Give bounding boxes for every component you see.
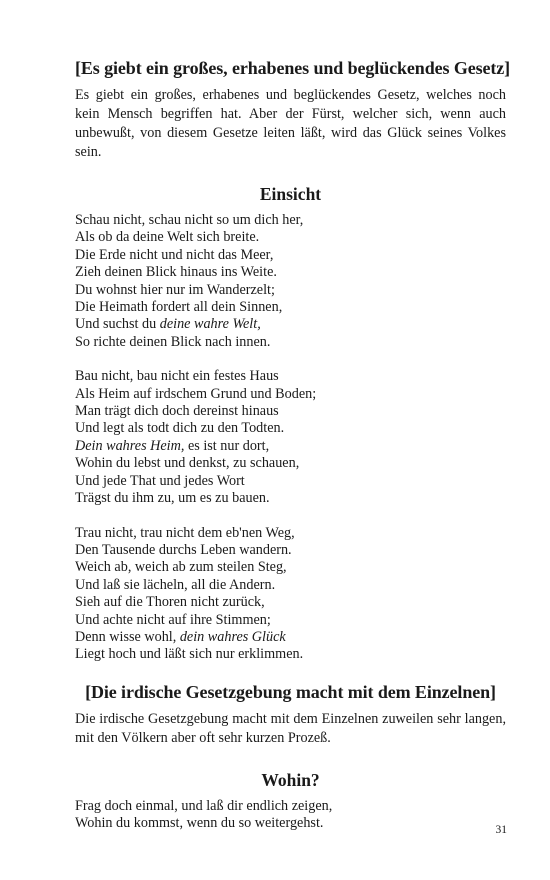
poem-line: Man trägt dich doch dereinst hinaus	[75, 403, 279, 420]
section-title-gesetz: [Es giebt ein großes, erhabenes und beglückendes Gesetz]	[75, 58, 511, 78]
poem-line: Und laß sie lächeln, all die Andern.	[75, 576, 276, 593]
poem-title-einsicht: Einsicht	[259, 184, 322, 204]
paragraph-gesetz: Es giebt ein großes, erhabenes und beglückendes Gesetz, welches noch kein Mensch begriffen hat. Aber der Fürst, welcher sich, wenn auch unbewußt, von diesem Gesetze leiten läßt, wird das Glück seines Volkes sein.	[75, 87, 506, 160]
poem-line: Du wohnst hier nur im Wanderzelt;	[75, 281, 275, 298]
poem-line: Als ob da deine Welt sich breite.	[75, 229, 260, 246]
poem-title-wohin: Wohin?	[261, 769, 320, 790]
poem-line: Sieh auf die Thoren nicht zurück,	[75, 594, 265, 611]
poem-line-text: es ist nur dort,	[184, 437, 270, 454]
poem-line: Den Tausende durchs Leben wandern.	[75, 541, 292, 558]
poem-stanza-wohin	[75, 798, 506, 833]
poem-line-text: Und suchst du	[75, 316, 160, 333]
page-number: 31	[495, 824, 507, 836]
poem-line: Frag doch einmal, und laß dir endlich zeigen,	[75, 797, 333, 814]
poem-line-emphasis: dein wahres Glück	[179, 628, 286, 645]
poem-line-emphasis: deine wahre Welt,	[159, 316, 261, 333]
poem-line: Wohin du lebst und denkst, zu schauen,	[75, 455, 300, 472]
poem-stanza-1	[75, 212, 506, 351]
section-title-gesetzgebung: [Die irdische Gesetzgebung macht mit dem Einzelnen]	[85, 681, 496, 702]
poem-line: Bau nicht, bau nicht ein festes Haus	[75, 368, 279, 385]
poem-line	[75, 316, 506, 333]
poem-line-emphasis: Dein wahres Heim,	[75, 437, 185, 454]
poem-line: Die Erde nicht und nicht das Meer,	[75, 246, 274, 263]
poem-line: Liegt hoch und läßt sich nur erklimmen.	[75, 646, 304, 663]
poem-line: Und jede That und jedes Wort	[75, 472, 245, 489]
poem-line: Die Heimath fordert all dein Sinnen,	[75, 299, 283, 316]
poem-line: Schau nicht, schau nicht so um dich her,	[75, 212, 304, 228]
paragraph-gesetzgebung: Die irdische Gesetzgebung macht mit dem Einzelnen zuweilen sehr langen, mit den Völkern aber oft sehr kurzen Prozeß.	[75, 710, 506, 746]
poem-line	[75, 438, 506, 455]
poem-line: Weich ab, weich ab zum steilen Steg,	[75, 559, 287, 576]
poem-stanza-2	[75, 368, 506, 507]
poem-line	[75, 629, 506, 646]
poem-line-text: Denn wisse wohl,	[75, 628, 180, 645]
poem-line: Trägst du ihm zu, um es zu bauen.	[75, 490, 270, 507]
poem-line: Zieh deinen Blick hinaus ins Weite.	[75, 264, 277, 281]
poem-line: Als Heim auf irdschem Grund und Boden;	[75, 385, 317, 402]
poem-line: Wohin du kommst, wenn du so weitergehst.	[75, 815, 324, 832]
poem-line: Trau nicht, trau nicht dem eb'nen Weg,	[75, 524, 295, 541]
poem-stanza-3	[75, 525, 506, 664]
poem-line: Und legt als todt dich zu den Todten.	[75, 420, 285, 437]
poem-line: So richte deinen Blick nach innen.	[75, 333, 271, 350]
page-content	[75, 58, 511, 833]
poem-line: Und achte nicht auf ihre Stimmen;	[75, 611, 271, 628]
